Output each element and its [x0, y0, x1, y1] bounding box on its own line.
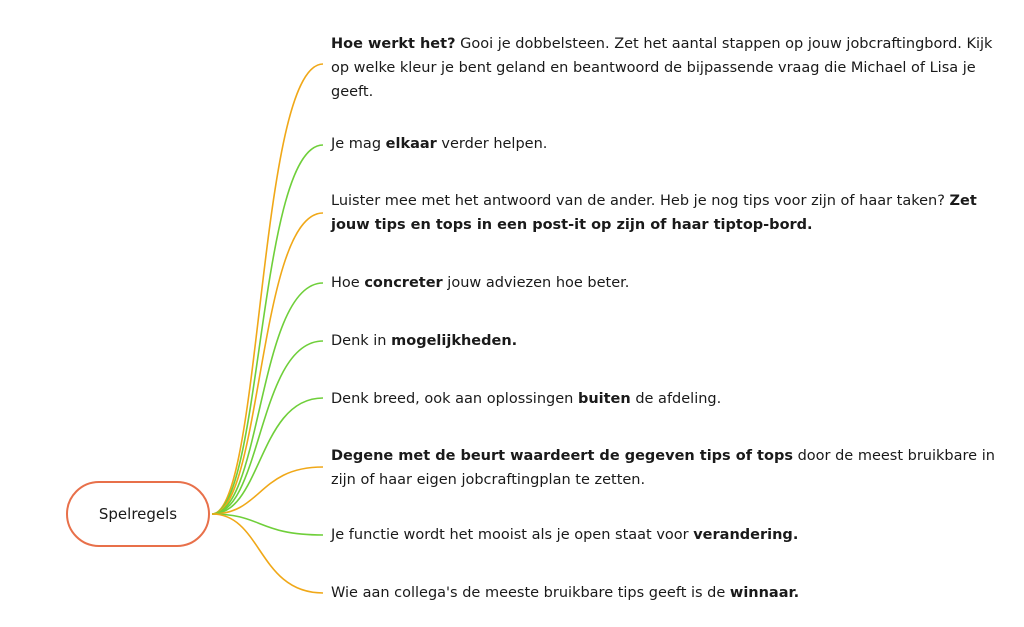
rule-bold-text: mogelijkheden.: [391, 333, 518, 349]
rule-bold-text: winnaar.: [729, 585, 800, 601]
branch-rule[interactable]: [331, 329, 1003, 353]
rule-text: jouw adviezen hoe beter.: [442, 275, 630, 291]
rule-bold-text: verandering.: [693, 527, 799, 543]
rule-text: de afdeling.: [630, 391, 722, 407]
root-node-label: Spelregels: [98, 505, 178, 523]
branch-rule[interactable]: [331, 32, 1003, 104]
connector-line: [212, 283, 323, 514]
branch-rule[interactable]: [331, 271, 1003, 295]
branch-rule[interactable]: [331, 444, 1003, 492]
rule-bold-text: Degene met de beurt waardeert de gegeven tips of tops: [331, 448, 793, 464]
rule-text: Denk breed, ook aan oplossingen: [331, 391, 578, 407]
connector-line: [212, 341, 323, 514]
rule-text: Hoe: [331, 275, 365, 291]
branch-rule[interactable]: [331, 523, 1003, 547]
rule-text: Denk in: [331, 333, 392, 349]
rule-bold-text: elkaar: [385, 136, 437, 152]
rule-text: verder helpen.: [436, 136, 548, 152]
rule-text: Je functie wordt het mooist als je open staat voor: [331, 527, 694, 543]
rule-text: Gooi je dobbelsteen. Zet het aantal stappen op jouw jobcraftingbord. Kijk op welke kleur je bent geland en beantwoord de bijpassende vraag die Michael of Lisa je geeft.: [331, 36, 993, 100]
rule-text: Luister mee met het antwoord van de ander. Heb je nog tips voor zijn of haar taken?: [331, 193, 950, 209]
rule-text: Je mag: [331, 136, 386, 152]
rule-bold-text: Zet jouw tips en tops in een post-it op zijn of haar tiptop-bord.: [331, 193, 977, 233]
rule-bold-text: concreter: [364, 275, 443, 291]
root-node-spelregels[interactable]: [66, 481, 210, 547]
rule-bold-text: Hoe werkt het?: [331, 36, 456, 52]
branch-rule[interactable]: [331, 132, 1003, 156]
branch-rule[interactable]: [331, 387, 1003, 411]
rule-text: Wie aan collega's de meeste bruikbare tips geeft is de: [331, 585, 730, 601]
rule-bold-text: buiten: [577, 391, 631, 407]
rule-text: door de meest bruikbare in zijn of haar eigen jobcraftingplan te zetten.: [331, 448, 995, 488]
branch-rule[interactable]: [331, 189, 1003, 237]
branch-rule[interactable]: [331, 581, 1003, 605]
